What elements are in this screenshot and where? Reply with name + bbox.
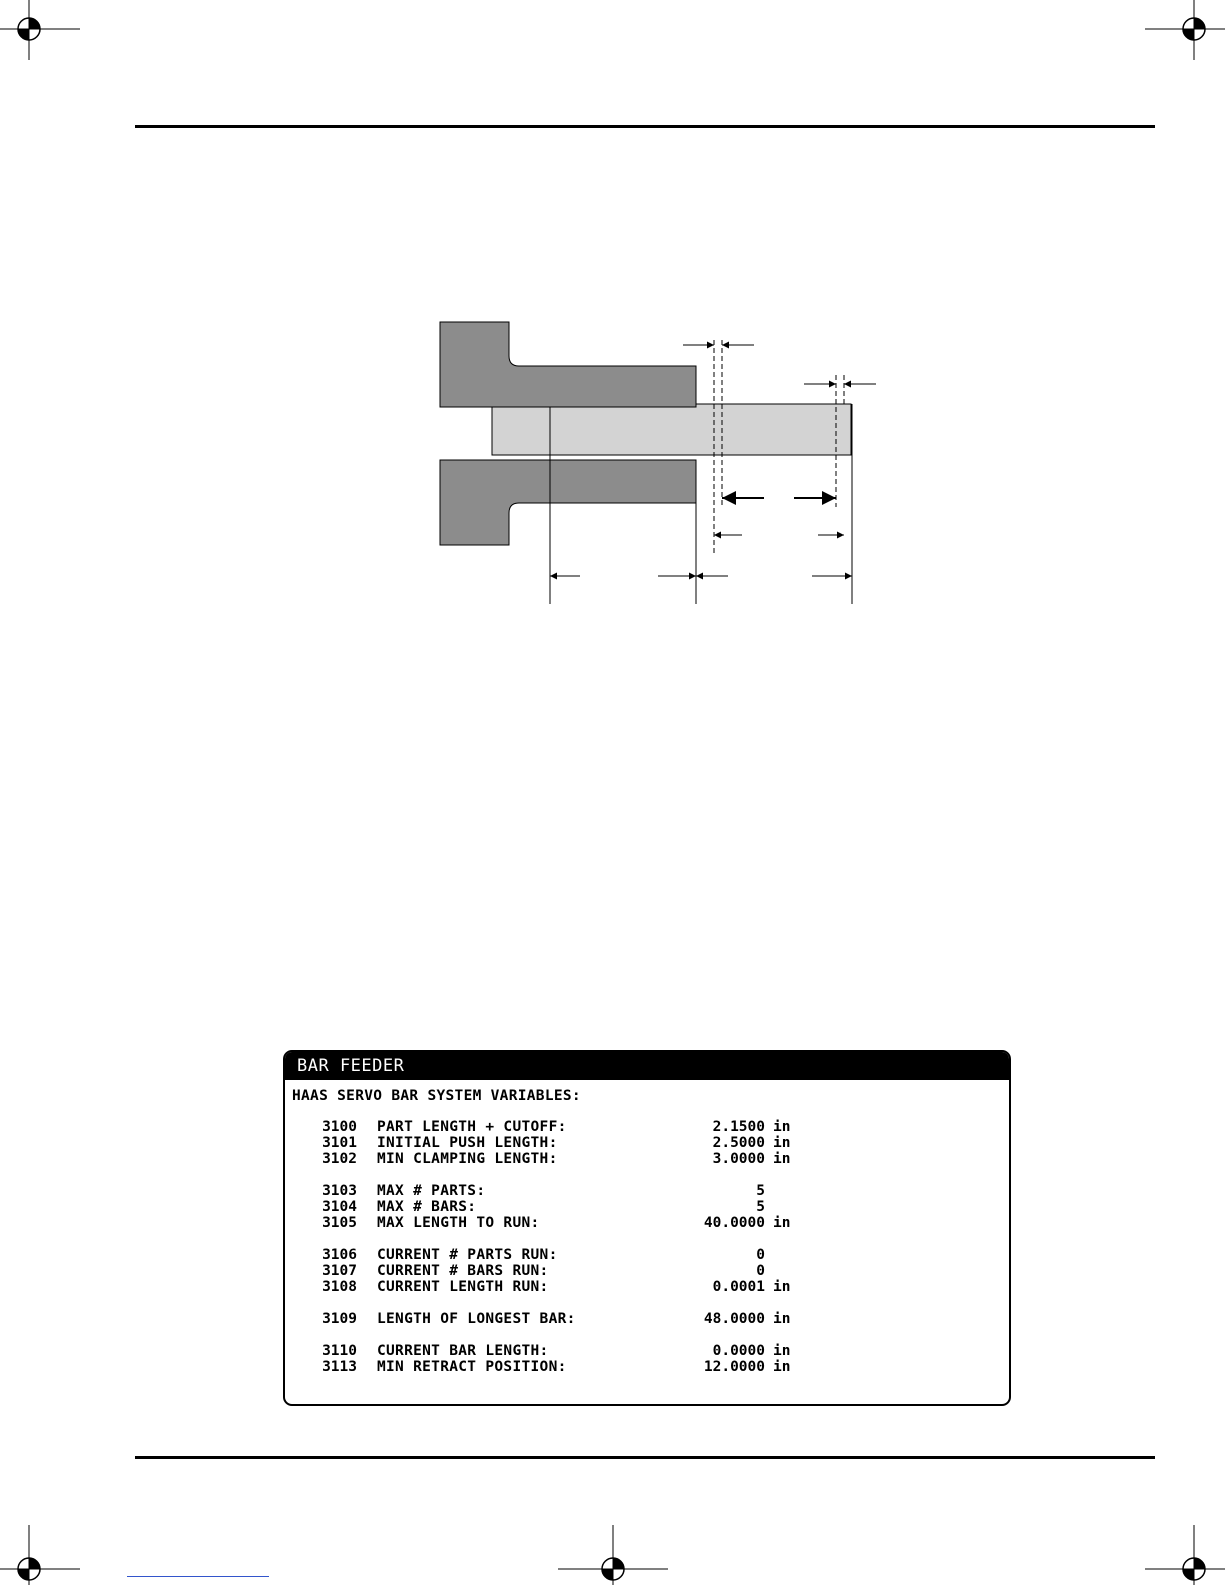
variable-label: MIN RETRACT POSITION: — [377, 1359, 567, 1375]
variable-value: 0 — [756, 1263, 765, 1279]
bar-feeder-diagram — [430, 310, 890, 610]
variable-value: 0.0001 — [712, 1279, 765, 1295]
variable-row — [285, 1119, 1009, 1135]
variable-row — [285, 1135, 1009, 1151]
variable-number: 3105 — [322, 1215, 357, 1231]
registration-mark-icon — [1145, 1505, 1225, 1585]
variable-value: 5 — [756, 1183, 765, 1199]
registration-mark-icon — [0, 0, 80, 80]
variable-row — [285, 1199, 1009, 1215]
variable-number: 3100 — [322, 1119, 357, 1135]
variable-number: 3103 — [322, 1183, 357, 1199]
variable-value: 3.0000 — [712, 1151, 765, 1167]
registration-mark-icon — [558, 1505, 668, 1585]
variable-number: 3108 — [322, 1279, 357, 1295]
variable-row — [285, 1263, 1009, 1279]
variable-row — [285, 1215, 1009, 1231]
variable-value: 48.0000 — [703, 1311, 765, 1327]
variable-number: 3110 — [322, 1343, 357, 1359]
variable-unit: in — [773, 1151, 791, 1167]
variable-row — [285, 1151, 1009, 1167]
variable-unit: in — [773, 1135, 791, 1151]
registration-mark-icon — [1145, 0, 1225, 80]
variable-value: 2.5000 — [712, 1135, 765, 1151]
variable-number: 3104 — [322, 1199, 357, 1215]
variable-unit: in — [773, 1311, 791, 1327]
variable-label: INITIAL PUSH LENGTH: — [377, 1135, 558, 1151]
variable-label: MAX LENGTH TO RUN: — [377, 1215, 540, 1231]
variable-number: 3107 — [322, 1263, 357, 1279]
variable-row — [285, 1311, 1009, 1327]
variable-unit: in — [773, 1119, 791, 1135]
spindle-upper — [440, 322, 696, 407]
variable-label: LENGTH OF LONGEST BAR: — [377, 1311, 576, 1327]
variable-label: PART LENGTH + CUTOFF: — [377, 1119, 567, 1135]
variable-label: MAX # PARTS: — [377, 1183, 486, 1199]
header-rule — [135, 125, 1155, 128]
variable-unit: in — [773, 1215, 791, 1231]
spindle-lower — [440, 460, 696, 545]
panel-header: BAR FEEDER — [285, 1052, 1009, 1080]
bar-feeder-panel — [283, 1050, 1011, 1406]
variable-value: 2.1500 — [712, 1119, 765, 1135]
variable-unit: in — [773, 1343, 791, 1359]
variable-number: 3113 — [322, 1359, 357, 1375]
variable-unit: in — [773, 1359, 791, 1375]
variable-value: 0.0000 — [712, 1343, 765, 1359]
variable-label: CURRENT # PARTS RUN: — [377, 1247, 558, 1263]
variable-row — [285, 1343, 1009, 1359]
variable-number: 3106 — [322, 1247, 357, 1263]
variable-value: 5 — [756, 1199, 765, 1215]
variable-label: CURRENT BAR LENGTH: — [377, 1343, 549, 1359]
variable-label: MAX # BARS: — [377, 1199, 477, 1215]
variable-row — [285, 1247, 1009, 1263]
variable-label: CURRENT LENGTH RUN: — [377, 1279, 549, 1295]
variable-unit: in — [773, 1279, 791, 1295]
variable-label: CURRENT # BARS RUN: — [377, 1263, 549, 1279]
variable-row — [285, 1359, 1009, 1375]
variable-value: 12.0000 — [703, 1359, 765, 1375]
footer-rule — [135, 1456, 1155, 1459]
system-variables-title: HAAS SERVO BAR SYSTEM VARIABLES: — [292, 1088, 581, 1104]
variable-label: MIN CLAMPING LENGTH: — [377, 1151, 558, 1167]
variable-number: 3109 — [322, 1311, 357, 1327]
bar-stock — [492, 404, 851, 455]
variable-value: 40.0000 — [703, 1215, 765, 1231]
variable-number: 3101 — [322, 1135, 357, 1151]
variable-number: 3102 — [322, 1151, 357, 1167]
variable-value: 0 — [756, 1247, 765, 1263]
registration-mark-icon — [0, 1505, 80, 1585]
footer-link-underline — [127, 1576, 269, 1577]
variable-row — [285, 1183, 1009, 1199]
variable-row — [285, 1279, 1009, 1295]
